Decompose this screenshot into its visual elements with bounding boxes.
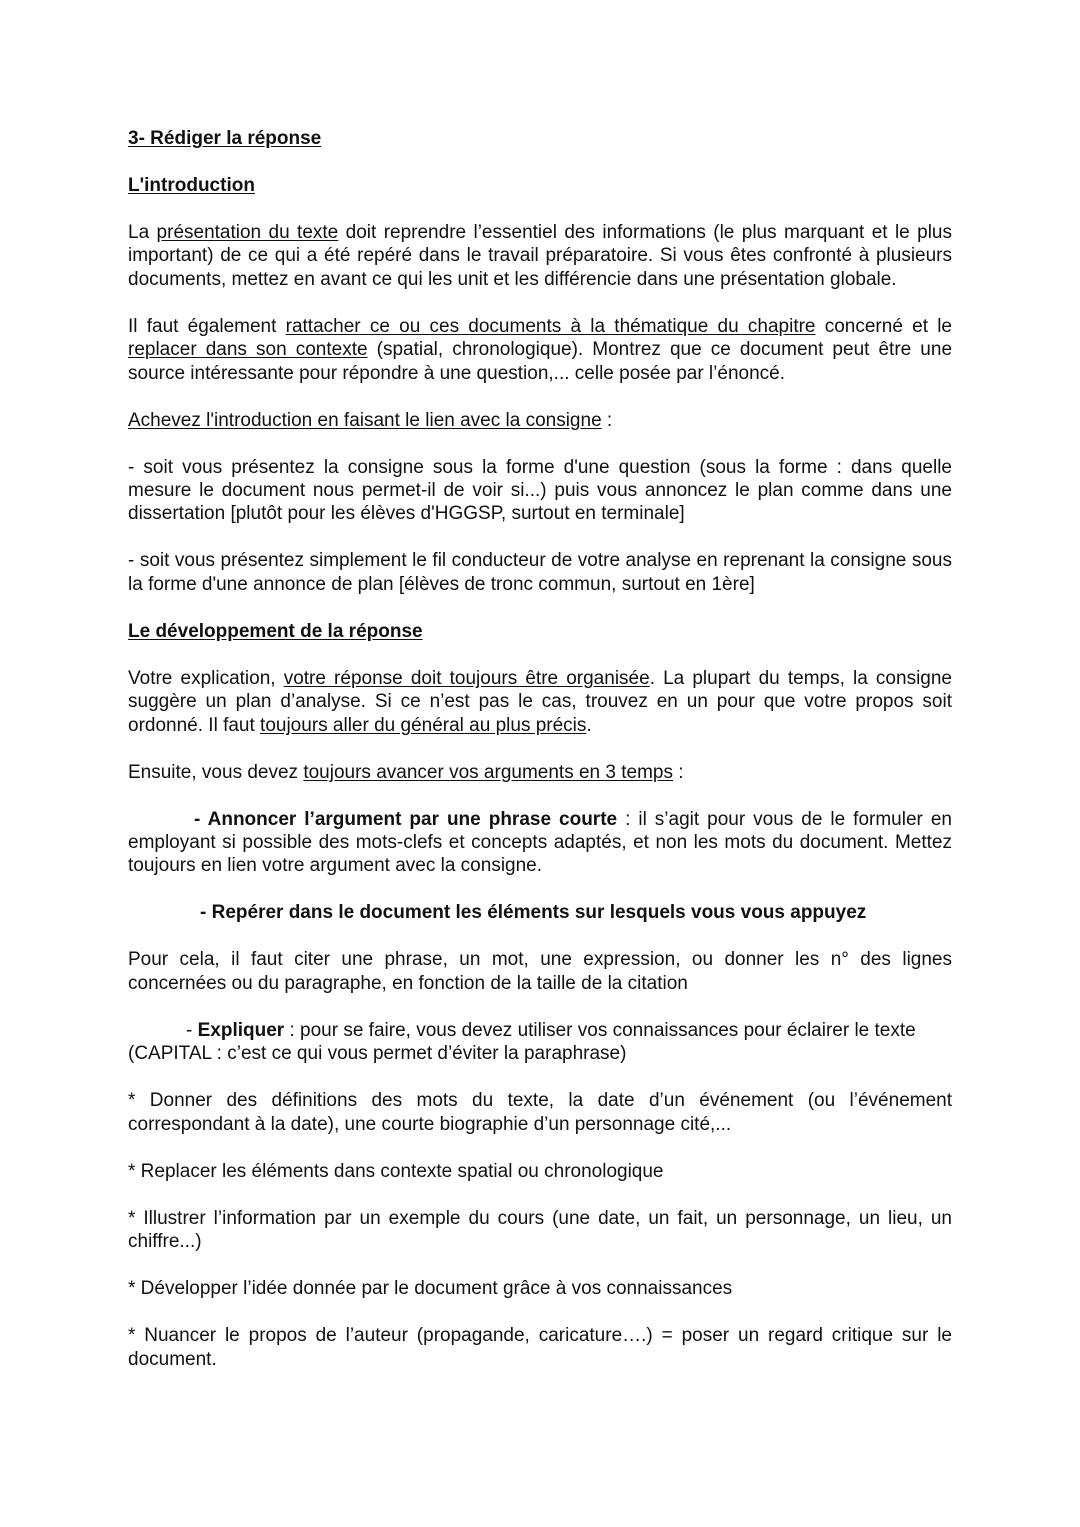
intro-option-plan: - soit vous présentez simplement le fil conducteur de votre analyse en reprenant la consigne sous la forme d'une annonce de plan [élèves de tronc commun, surtout en 1ère] — [128, 550, 952, 595]
step-locate-text: Pour cela, il faut citer une phrase, un mot, une expression, ou donner les n° des lignes concernées ou du paragraphe, en fonction de la taille de la citation — [128, 949, 952, 994]
intro-paragraph-consigne — [128, 409, 952, 432]
underlined-text: toujours avancer vos arguments en 3 temps — [303, 761, 673, 783]
underlined-text: replacer dans son contexte — [128, 339, 368, 361]
bullet-item: * Donner des définitions des mots du texte, la date d’un événement (ou l’événement correspondant à la date), une courte biographie d’un personnage cité,... — [128, 1090, 952, 1135]
text: : — [672, 761, 684, 783]
text: doit reprendre l’essentiel des informations (le plus marquant et le plus important) de ce qui a été repéré dans le travail préparatoire. Si vous êtes confronté à plusieurs documents, mettez en avant ce qui les unit et les différencie dans une présentation globale. — [128, 222, 952, 290]
dev-paragraph-organisation — [128, 667, 952, 737]
bullet-item: * Illustrer l’information par un exemple du cours (une date, un fait, un personnage, un lieu, un chiffre...) — [128, 1207, 952, 1253]
underlined-text: rattacher ce ou ces documents à la thématique du chapitre — [285, 315, 816, 337]
underlined-text: présentation du texte — [156, 222, 339, 243]
text: (spatial, chronologique). Montrez que ce document peut être une source intéressante pour répondre à une question,... celle posée par l’énoncé. — [128, 339, 953, 384]
bullet-item: * Nuancer le propos de l’auteur (propagande, caricature….) = poser un regard critique sur le document. — [128, 1325, 952, 1370]
text: concerné et le — [815, 315, 952, 337]
intro-option-question: - soit vous présentez la consigne sous la forme d'une question (sous la forme : dans quelle mesure le document nous permet-il de voir si...) puis vous annoncez le plan comme dans une dissertation [plutôt pour les élèves d'HGGSP, surtout en terminale] — [128, 456, 952, 525]
text: . — [586, 714, 592, 736]
intro-paragraph-presentation — [128, 221, 952, 291]
text: - — [186, 1019, 198, 1041]
text: Ensuite, vous devez — [128, 761, 304, 783]
underlined-text: toujours aller du général au plus précis — [260, 714, 587, 736]
bullet-item: * Replacer les éléments dans contexte spatial ou chronologique — [128, 1160, 664, 1182]
underlined-text: votre réponse doit toujours être organisée — [283, 667, 650, 689]
step-locate: - Repérer dans le document les éléments sur lesquels vous vous appuyez — [200, 902, 867, 924]
bold-text: - Annoncer l’argument par une phrase courte — [194, 808, 618, 830]
dev-paragraph-three-steps — [128, 761, 952, 784]
intro-paragraph-context — [128, 315, 952, 385]
bold-text: Expliquer — [197, 1019, 285, 1041]
text: Votre explication, — [128, 667, 284, 689]
text: Il faut également — [128, 315, 286, 337]
bullet-item: * Développer l’idée donnée par le document grâce à vos connaissances — [128, 1278, 733, 1300]
step-explain — [128, 1019, 952, 1066]
development-heading: Le développement de la réponse — [128, 620, 423, 642]
intro-heading: L'introduction — [128, 175, 255, 196]
step-announce — [128, 808, 952, 878]
section-title: 3- Rédiger la réponse — [128, 128, 322, 149]
text: : il s’agit pour vous de le formuler en employant si possible des mots-clefs et concepts adaptés, et non les mots du document. Mettez toujours en lien votre argument avec la consigne. — [128, 808, 952, 877]
document-page — [128, 127, 952, 1395]
underlined-text: Achevez l'introduction en faisant le lien avec la consigne — [128, 409, 602, 431]
text: La — [128, 222, 157, 243]
text: : — [601, 409, 613, 431]
text: : pour se faire, vous devez utiliser vos connaissances pour éclairer le texte (CAPITAL : c’est ce qui vous permet d’éviter la paraphrase) — [128, 1019, 916, 1065]
text: . La plupart du temps, la consigne suggère un plan d’analyse. Si ce n’est pas le cas, trouvez en un pour que votre propos soit ordonné. Il faut — [128, 667, 952, 736]
